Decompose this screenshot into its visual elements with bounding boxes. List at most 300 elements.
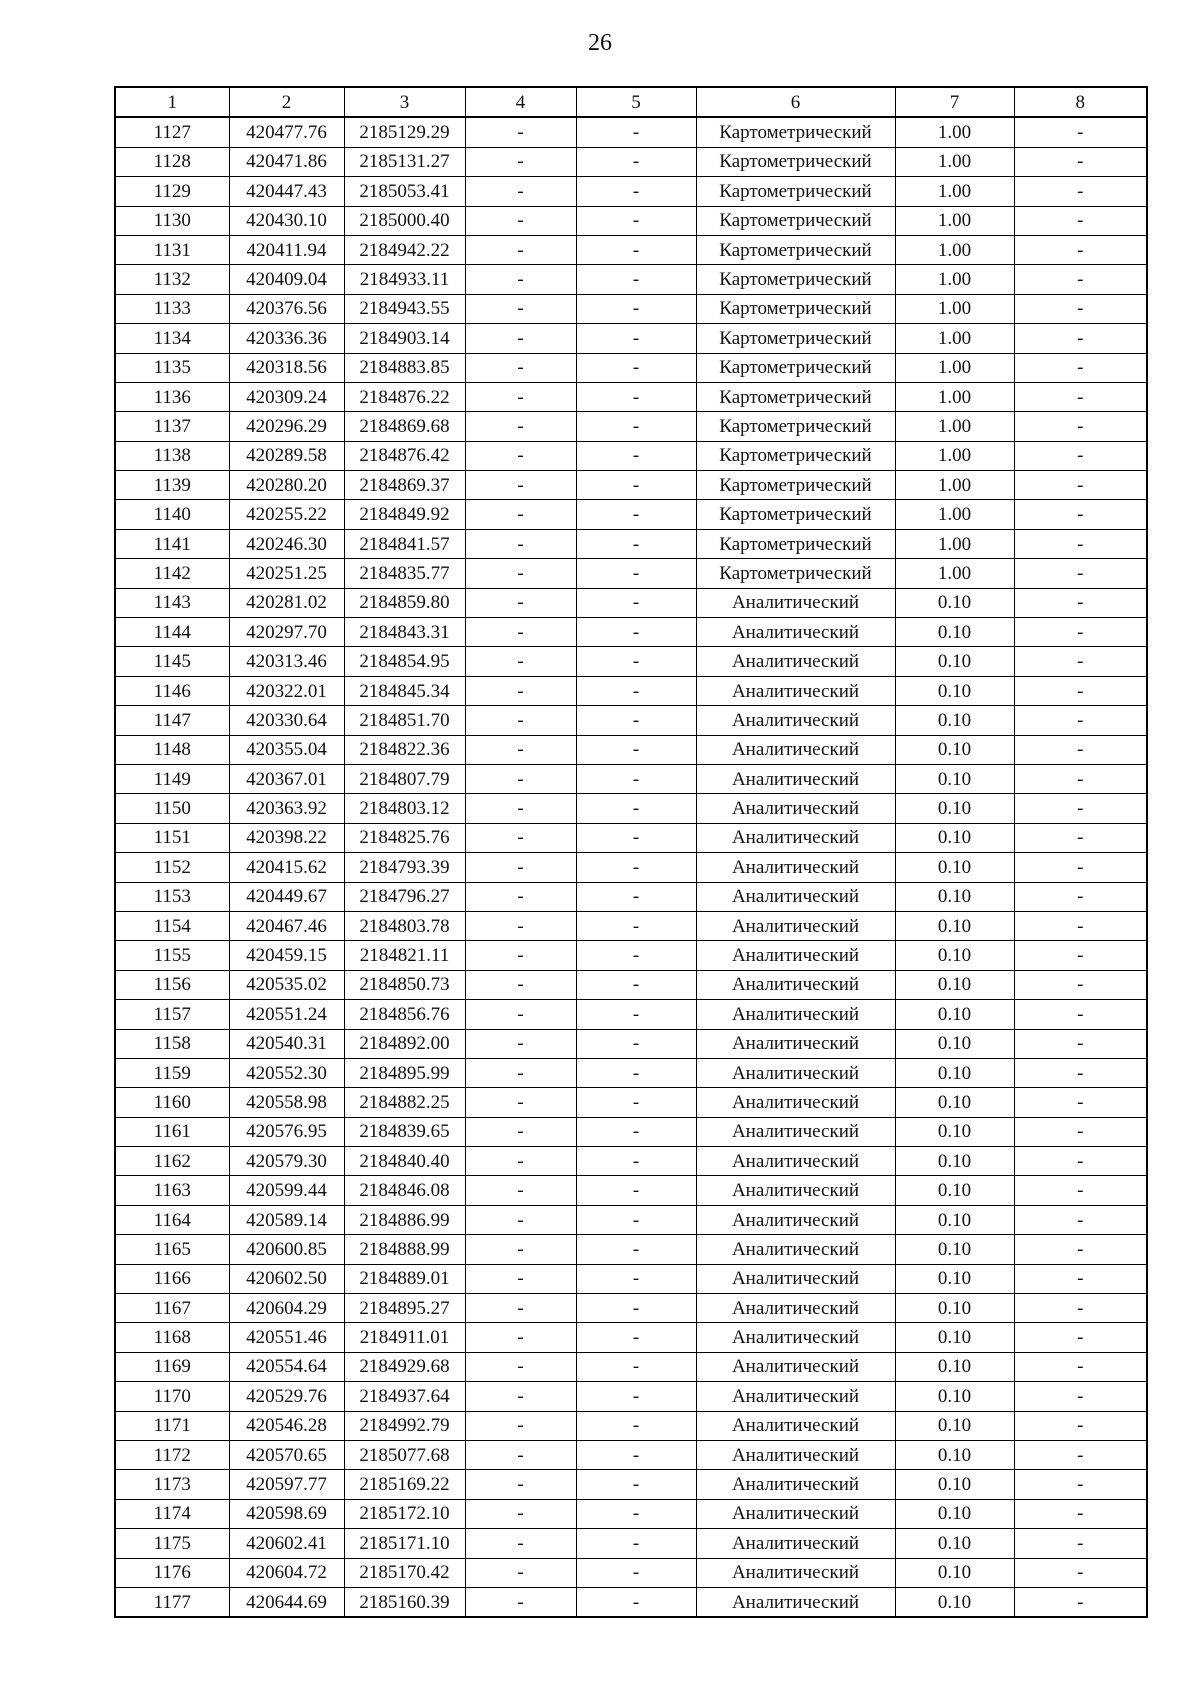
x-coordinate-cell: 420411.94 xyxy=(229,235,344,264)
point-number-cell: 1151 xyxy=(115,823,229,852)
col4-cell: - xyxy=(465,1382,576,1411)
col4-cell: - xyxy=(465,970,576,999)
table-row xyxy=(115,853,1147,882)
x-coordinate-cell: 420529.76 xyxy=(229,1382,344,1411)
method-cell: Картометрический xyxy=(696,235,895,264)
x-coordinate-cell: 420336.36 xyxy=(229,324,344,353)
point-number-cell: 1134 xyxy=(115,324,229,353)
y-coordinate-cell: 2184883.85 xyxy=(344,353,465,382)
x-coordinate-cell: 420281.02 xyxy=(229,588,344,617)
col5-cell: - xyxy=(576,764,696,793)
col4-cell: - xyxy=(465,1147,576,1176)
x-coordinate-cell: 420449.67 xyxy=(229,882,344,911)
table-row xyxy=(115,206,1147,235)
x-coordinate-cell: 420546.28 xyxy=(229,1411,344,1440)
col4-cell: - xyxy=(465,1058,576,1087)
point-number-cell: 1162 xyxy=(115,1147,229,1176)
y-coordinate-cell: 2184895.99 xyxy=(344,1058,465,1087)
table-row xyxy=(115,559,1147,588)
x-coordinate-cell: 420535.02 xyxy=(229,970,344,999)
x-coordinate-cell: 420554.64 xyxy=(229,1352,344,1381)
col8-cell: - xyxy=(1014,882,1147,911)
col4-cell: - xyxy=(465,676,576,705)
col4-cell: - xyxy=(465,1352,576,1381)
column-header: 7 xyxy=(895,87,1014,117)
accuracy-cell: 0.10 xyxy=(895,1264,1014,1293)
col8-cell: - xyxy=(1014,1499,1147,1528)
col4-cell: - xyxy=(465,353,576,382)
page-number: 26 xyxy=(588,30,612,56)
accuracy-cell: 0.10 xyxy=(895,735,1014,764)
col5-cell: - xyxy=(576,1352,696,1381)
point-number-cell: 1172 xyxy=(115,1440,229,1469)
y-coordinate-cell: 2184933.11 xyxy=(344,265,465,294)
col8-cell: - xyxy=(1014,764,1147,793)
table-row xyxy=(115,764,1147,793)
column-header: 2 xyxy=(229,87,344,117)
method-cell: Аналитический xyxy=(696,1382,895,1411)
col4-cell: - xyxy=(465,911,576,940)
point-number-cell: 1150 xyxy=(115,794,229,823)
x-coordinate-cell: 420296.29 xyxy=(229,412,344,441)
y-coordinate-cell: 2184825.76 xyxy=(344,823,465,852)
col8-cell: - xyxy=(1014,1088,1147,1117)
point-number-cell: 1161 xyxy=(115,1117,229,1146)
x-coordinate-cell: 420255.22 xyxy=(229,500,344,529)
x-coordinate-cell: 420604.29 xyxy=(229,1294,344,1323)
table-row xyxy=(115,1205,1147,1234)
table-row xyxy=(115,1147,1147,1176)
col4-cell: - xyxy=(465,853,576,882)
col5-cell: - xyxy=(576,1294,696,1323)
y-coordinate-cell: 2185131.27 xyxy=(344,147,465,176)
y-coordinate-cell: 2184851.70 xyxy=(344,706,465,735)
y-coordinate-cell: 2185053.41 xyxy=(344,177,465,206)
col8-cell: - xyxy=(1014,941,1147,970)
x-coordinate-cell: 420289.58 xyxy=(229,441,344,470)
method-cell: Картометрический xyxy=(696,294,895,323)
col8-cell: - xyxy=(1014,177,1147,206)
y-coordinate-cell: 2184841.57 xyxy=(344,529,465,558)
col5-cell: - xyxy=(576,235,696,264)
col5-cell: - xyxy=(576,1176,696,1205)
col8-cell: - xyxy=(1014,676,1147,705)
x-coordinate-cell: 420363.92 xyxy=(229,794,344,823)
method-cell: Аналитический xyxy=(696,1529,895,1558)
x-coordinate-cell: 420447.43 xyxy=(229,177,344,206)
col4-cell: - xyxy=(465,1205,576,1234)
table-row xyxy=(115,588,1147,617)
col8-cell: - xyxy=(1014,1147,1147,1176)
accuracy-cell: 0.10 xyxy=(895,1058,1014,1087)
point-number-cell: 1156 xyxy=(115,970,229,999)
method-cell: Аналитический xyxy=(696,823,895,852)
coordinates-table xyxy=(114,86,1148,1618)
accuracy-cell: 0.10 xyxy=(895,1235,1014,1264)
col4-cell: - xyxy=(465,706,576,735)
y-coordinate-cell: 2184895.27 xyxy=(344,1294,465,1323)
accuracy-cell: 1.00 xyxy=(895,441,1014,470)
col8-cell: - xyxy=(1014,147,1147,176)
table-row xyxy=(115,147,1147,176)
method-cell: Аналитический xyxy=(696,618,895,647)
col8-cell: - xyxy=(1014,1205,1147,1234)
point-number-cell: 1152 xyxy=(115,853,229,882)
point-number-cell: 1146 xyxy=(115,676,229,705)
col4-cell: - xyxy=(465,764,576,793)
method-cell: Аналитический xyxy=(696,1352,895,1381)
method-cell: Картометрический xyxy=(696,529,895,558)
y-coordinate-cell: 2185172.10 xyxy=(344,1499,465,1528)
col8-cell: - xyxy=(1014,1294,1147,1323)
accuracy-cell: 0.10 xyxy=(895,1176,1014,1205)
y-coordinate-cell: 2184839.65 xyxy=(344,1117,465,1146)
accuracy-cell: 0.10 xyxy=(895,1323,1014,1352)
point-number-cell: 1128 xyxy=(115,147,229,176)
table-row xyxy=(115,1176,1147,1205)
col4-cell: - xyxy=(465,1264,576,1293)
col5-cell: - xyxy=(576,1235,696,1264)
col4-cell: - xyxy=(465,529,576,558)
method-cell: Аналитический xyxy=(696,1176,895,1205)
col5-cell: - xyxy=(576,1587,696,1617)
table-row xyxy=(115,235,1147,264)
table-row xyxy=(115,1294,1147,1323)
x-coordinate-cell: 420280.20 xyxy=(229,471,344,500)
column-header: 6 xyxy=(696,87,895,117)
col4-cell: - xyxy=(465,1000,576,1029)
method-cell: Аналитический xyxy=(696,1205,895,1234)
point-number-cell: 1136 xyxy=(115,382,229,411)
x-coordinate-cell: 420600.85 xyxy=(229,1235,344,1264)
col5-cell: - xyxy=(576,676,696,705)
point-number-cell: 1160 xyxy=(115,1088,229,1117)
col4-cell: - xyxy=(465,882,576,911)
point-number-cell: 1144 xyxy=(115,618,229,647)
col8-cell: - xyxy=(1014,1176,1147,1205)
x-coordinate-cell: 420602.50 xyxy=(229,1264,344,1293)
col4-cell: - xyxy=(465,1088,576,1117)
table-row xyxy=(115,529,1147,558)
accuracy-cell: 0.10 xyxy=(895,764,1014,793)
x-coordinate-cell: 420540.31 xyxy=(229,1029,344,1058)
col5-cell: - xyxy=(576,1088,696,1117)
accuracy-cell: 0.10 xyxy=(895,1352,1014,1381)
col5-cell: - xyxy=(576,1147,696,1176)
col5-cell: - xyxy=(576,1382,696,1411)
col5-cell: - xyxy=(576,441,696,470)
accuracy-cell: 0.10 xyxy=(895,941,1014,970)
col5-cell: - xyxy=(576,1470,696,1499)
x-coordinate-cell: 420415.62 xyxy=(229,853,344,882)
point-number-cell: 1145 xyxy=(115,647,229,676)
col8-cell: - xyxy=(1014,529,1147,558)
method-cell: Картометрический xyxy=(696,559,895,588)
y-coordinate-cell: 2184869.37 xyxy=(344,471,465,500)
y-coordinate-cell: 2184854.95 xyxy=(344,647,465,676)
col4-cell: - xyxy=(465,147,576,176)
col4-cell: - xyxy=(465,1499,576,1528)
method-cell: Картометрический xyxy=(696,441,895,470)
table-row xyxy=(115,471,1147,500)
col8-cell: - xyxy=(1014,1117,1147,1146)
table-row xyxy=(115,1558,1147,1587)
method-cell: Аналитический xyxy=(696,676,895,705)
table-row xyxy=(115,412,1147,441)
column-header: 1 xyxy=(115,87,229,117)
accuracy-cell: 0.10 xyxy=(895,618,1014,647)
accuracy-cell: 0.10 xyxy=(895,676,1014,705)
accuracy-cell: 1.00 xyxy=(895,265,1014,294)
x-coordinate-cell: 420330.64 xyxy=(229,706,344,735)
point-number-cell: 1131 xyxy=(115,235,229,264)
col4-cell: - xyxy=(465,441,576,470)
y-coordinate-cell: 2184889.01 xyxy=(344,1264,465,1293)
table-row xyxy=(115,1411,1147,1440)
point-number-cell: 1137 xyxy=(115,412,229,441)
method-cell: Аналитический xyxy=(696,941,895,970)
col8-cell: - xyxy=(1014,1382,1147,1411)
col8-cell: - xyxy=(1014,706,1147,735)
method-cell: Аналитический xyxy=(696,1558,895,1587)
accuracy-cell: 0.10 xyxy=(895,1029,1014,1058)
point-number-cell: 1127 xyxy=(115,117,229,147)
column-header: 8 xyxy=(1014,87,1147,117)
point-number-cell: 1166 xyxy=(115,1264,229,1293)
col8-cell: - xyxy=(1014,1235,1147,1264)
y-coordinate-cell: 2185000.40 xyxy=(344,206,465,235)
point-number-cell: 1177 xyxy=(115,1587,229,1617)
y-coordinate-cell: 2184843.31 xyxy=(344,618,465,647)
accuracy-cell: 1.00 xyxy=(895,382,1014,411)
point-number-cell: 1171 xyxy=(115,1411,229,1440)
y-coordinate-cell: 2184821.11 xyxy=(344,941,465,970)
table-row xyxy=(115,647,1147,676)
y-coordinate-cell: 2184859.80 xyxy=(344,588,465,617)
col4-cell: - xyxy=(465,588,576,617)
table-row xyxy=(115,911,1147,940)
x-coordinate-cell: 420551.46 xyxy=(229,1323,344,1352)
col8-cell: - xyxy=(1014,1529,1147,1558)
method-cell: Аналитический xyxy=(696,1117,895,1146)
col5-cell: - xyxy=(576,1499,696,1528)
col8-cell: - xyxy=(1014,1440,1147,1469)
col5-cell: - xyxy=(576,412,696,441)
col5-cell: - xyxy=(576,206,696,235)
method-cell: Аналитический xyxy=(696,1058,895,1087)
point-number-cell: 1130 xyxy=(115,206,229,235)
accuracy-cell: 0.10 xyxy=(895,1411,1014,1440)
accuracy-cell: 0.10 xyxy=(895,1499,1014,1528)
col4-cell: - xyxy=(465,941,576,970)
col4-cell: - xyxy=(465,1470,576,1499)
point-number-cell: 1169 xyxy=(115,1352,229,1381)
col5-cell: - xyxy=(576,353,696,382)
table-row xyxy=(115,294,1147,323)
col8-cell: - xyxy=(1014,117,1147,147)
col5-cell: - xyxy=(576,500,696,529)
table-row xyxy=(115,1264,1147,1293)
y-coordinate-cell: 2184856.76 xyxy=(344,1000,465,1029)
col4-cell: - xyxy=(465,1529,576,1558)
table-row xyxy=(115,1235,1147,1264)
col8-cell: - xyxy=(1014,265,1147,294)
method-cell: Картометрический xyxy=(696,117,895,147)
point-number-cell: 1148 xyxy=(115,735,229,764)
col8-cell: - xyxy=(1014,853,1147,882)
y-coordinate-cell: 2184869.68 xyxy=(344,412,465,441)
method-cell: Аналитический xyxy=(696,970,895,999)
y-coordinate-cell: 2185170.42 xyxy=(344,1558,465,1587)
point-number-cell: 1165 xyxy=(115,1235,229,1264)
point-number-cell: 1138 xyxy=(115,441,229,470)
method-cell: Аналитический xyxy=(696,911,895,940)
y-coordinate-cell: 2184845.34 xyxy=(344,676,465,705)
accuracy-cell: 0.10 xyxy=(895,1382,1014,1411)
col5-cell: - xyxy=(576,618,696,647)
method-cell: Аналитический xyxy=(696,764,895,793)
method-cell: Аналитический xyxy=(696,794,895,823)
accuracy-cell: 1.00 xyxy=(895,471,1014,500)
point-number-cell: 1167 xyxy=(115,1294,229,1323)
col8-cell: - xyxy=(1014,1029,1147,1058)
col5-cell: - xyxy=(576,1411,696,1440)
method-cell: Аналитический xyxy=(696,1235,895,1264)
y-coordinate-cell: 2184942.22 xyxy=(344,235,465,264)
table-row xyxy=(115,265,1147,294)
col8-cell: - xyxy=(1014,823,1147,852)
accuracy-cell: 1.00 xyxy=(895,177,1014,206)
col5-cell: - xyxy=(576,1058,696,1087)
col8-cell: - xyxy=(1014,1587,1147,1617)
column-header: 5 xyxy=(576,87,696,117)
accuracy-cell: 1.00 xyxy=(895,412,1014,441)
col5-cell: - xyxy=(576,588,696,617)
col8-cell: - xyxy=(1014,471,1147,500)
col4-cell: - xyxy=(465,1587,576,1617)
y-coordinate-cell: 2184807.79 xyxy=(344,764,465,793)
accuracy-cell: 0.10 xyxy=(895,794,1014,823)
col5-cell: - xyxy=(576,794,696,823)
col8-cell: - xyxy=(1014,294,1147,323)
col5-cell: - xyxy=(576,647,696,676)
x-coordinate-cell: 420297.70 xyxy=(229,618,344,647)
method-cell: Картометрический xyxy=(696,324,895,353)
col5-cell: - xyxy=(576,265,696,294)
x-coordinate-cell: 420576.95 xyxy=(229,1117,344,1146)
point-number-cell: 1140 xyxy=(115,500,229,529)
x-coordinate-cell: 420598.69 xyxy=(229,1499,344,1528)
col4-cell: - xyxy=(465,471,576,500)
col4-cell: - xyxy=(465,500,576,529)
table-row xyxy=(115,618,1147,647)
table-row xyxy=(115,1470,1147,1499)
table-row xyxy=(115,794,1147,823)
y-coordinate-cell: 2184793.39 xyxy=(344,853,465,882)
accuracy-cell: 1.00 xyxy=(895,294,1014,323)
table-row xyxy=(115,1000,1147,1029)
column-header: 4 xyxy=(465,87,576,117)
x-coordinate-cell: 420398.22 xyxy=(229,823,344,852)
col8-cell: - xyxy=(1014,588,1147,617)
col8-cell: - xyxy=(1014,647,1147,676)
col5-cell: - xyxy=(576,294,696,323)
accuracy-cell: 0.10 xyxy=(895,1529,1014,1558)
method-cell: Аналитический xyxy=(696,1499,895,1528)
y-coordinate-cell: 2184937.64 xyxy=(344,1382,465,1411)
method-cell: Аналитический xyxy=(696,1147,895,1176)
col8-cell: - xyxy=(1014,1411,1147,1440)
x-coordinate-cell: 420471.86 xyxy=(229,147,344,176)
method-cell: Аналитический xyxy=(696,1000,895,1029)
method-cell: Картометрический xyxy=(696,147,895,176)
y-coordinate-cell: 2184888.99 xyxy=(344,1235,465,1264)
col5-cell: - xyxy=(576,882,696,911)
y-coordinate-cell: 2184803.12 xyxy=(344,794,465,823)
table-row xyxy=(115,1440,1147,1469)
col4-cell: - xyxy=(465,794,576,823)
point-number-cell: 1157 xyxy=(115,1000,229,1029)
table-row xyxy=(115,324,1147,353)
y-coordinate-cell: 2184882.25 xyxy=(344,1088,465,1117)
point-number-cell: 1174 xyxy=(115,1499,229,1528)
accuracy-cell: 0.10 xyxy=(895,1587,1014,1617)
accuracy-cell: 0.10 xyxy=(895,1470,1014,1499)
col5-cell: - xyxy=(576,529,696,558)
accuracy-cell: 0.10 xyxy=(895,706,1014,735)
point-number-cell: 1154 xyxy=(115,911,229,940)
method-cell: Картометрический xyxy=(696,265,895,294)
x-coordinate-cell: 420602.41 xyxy=(229,1529,344,1558)
y-coordinate-cell: 2184911.01 xyxy=(344,1323,465,1352)
method-cell: Аналитический xyxy=(696,1440,895,1469)
point-number-cell: 1133 xyxy=(115,294,229,323)
col4-cell: - xyxy=(465,235,576,264)
accuracy-cell: 0.10 xyxy=(895,647,1014,676)
accuracy-cell: 1.00 xyxy=(895,500,1014,529)
x-coordinate-cell: 420579.30 xyxy=(229,1147,344,1176)
col5-cell: - xyxy=(576,324,696,353)
table-body xyxy=(115,117,1147,1617)
table-row xyxy=(115,1058,1147,1087)
table-row xyxy=(115,1088,1147,1117)
col5-cell: - xyxy=(576,1000,696,1029)
col4-cell: - xyxy=(465,1176,576,1205)
point-number-cell: 1153 xyxy=(115,882,229,911)
point-number-cell: 1163 xyxy=(115,1176,229,1205)
col4-cell: - xyxy=(465,294,576,323)
x-coordinate-cell: 420430.10 xyxy=(229,206,344,235)
method-cell: Аналитический xyxy=(696,1323,895,1352)
x-coordinate-cell: 420355.04 xyxy=(229,735,344,764)
col4-cell: - xyxy=(465,265,576,294)
method-cell: Аналитический xyxy=(696,853,895,882)
point-number-cell: 1164 xyxy=(115,1205,229,1234)
method-cell: Картометрический xyxy=(696,382,895,411)
x-coordinate-cell: 420604.72 xyxy=(229,1558,344,1587)
col4-cell: - xyxy=(465,1235,576,1264)
table-row xyxy=(115,706,1147,735)
col5-cell: - xyxy=(576,853,696,882)
table-row xyxy=(115,500,1147,529)
y-coordinate-cell: 2184876.42 xyxy=(344,441,465,470)
col5-cell: - xyxy=(576,735,696,764)
x-coordinate-cell: 420409.04 xyxy=(229,265,344,294)
method-cell: Аналитический xyxy=(696,1411,895,1440)
table-row xyxy=(115,117,1147,147)
y-coordinate-cell: 2184822.36 xyxy=(344,735,465,764)
table-row xyxy=(115,1029,1147,1058)
